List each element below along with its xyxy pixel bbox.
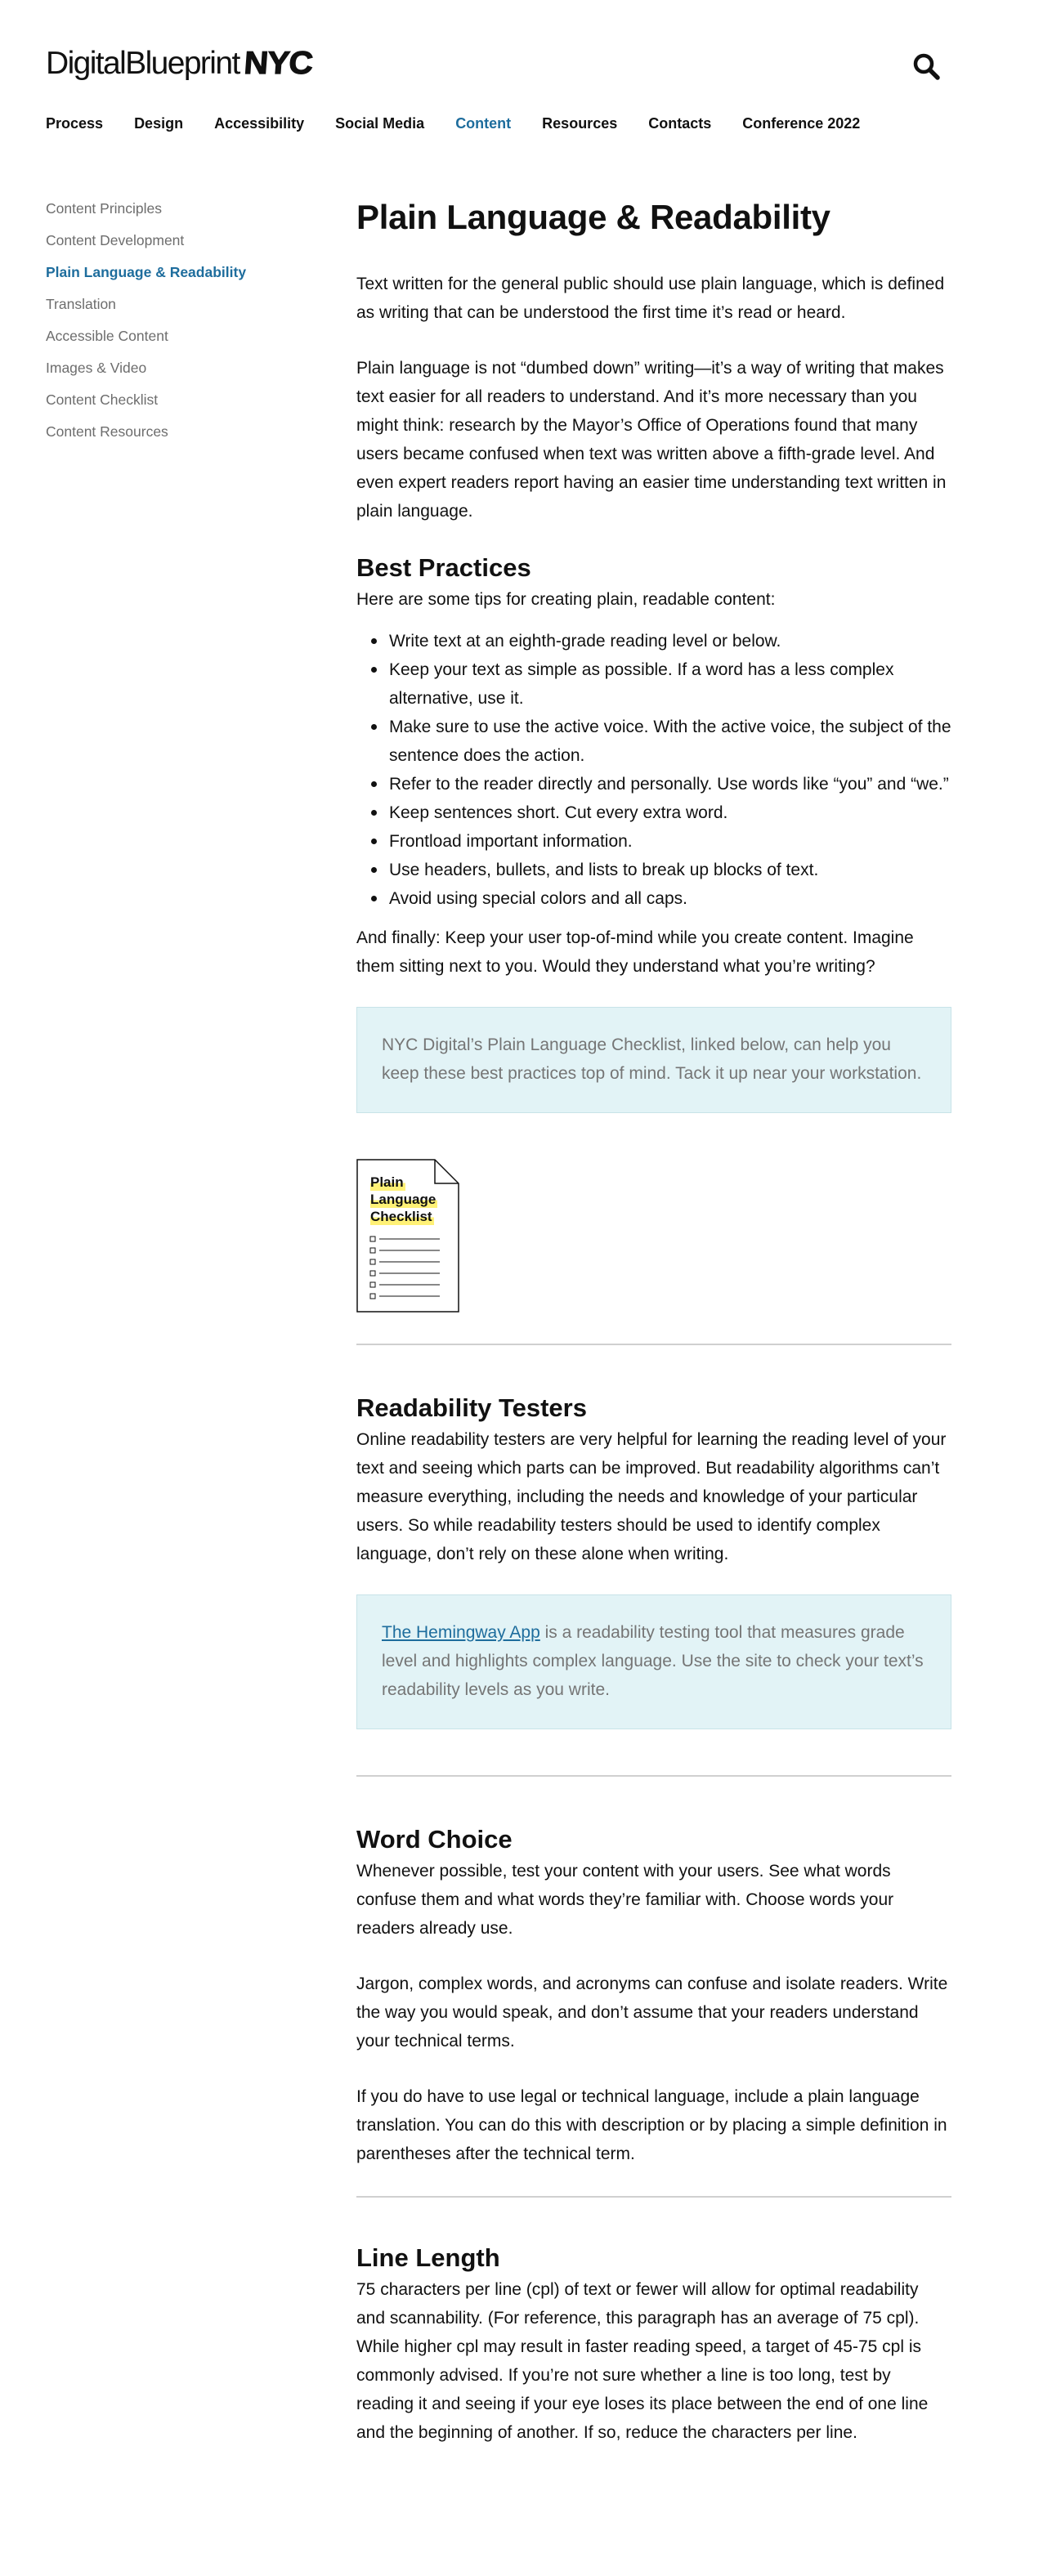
sidebar-item-plain-language[interactable]: Plain Language & Readability <box>46 264 247 280</box>
nav-item-content[interactable]: Content <box>455 115 512 132</box>
readability-testers-body: Online readability testers are very helpful for learning the reading level of your text and seeing which parts can be improved. But readability algorithms can’t measure everything, including the needs and knowledge of your particular users. So while readability testers should be used to identify complex language, don’t rely on these alone when writing. <box>356 1430 947 1563</box>
site-logo[interactable] <box>46 46 314 82</box>
word-choice-paragraph-3: If you do have to use legal or technical language, include a plain language translation. You can do this with description or by placing a simple definition in parentheses after the technical term. <box>356 2087 947 2163</box>
main-nav <box>46 114 891 133</box>
word-choice-heading: Word Choice <box>356 1825 513 1854</box>
nav-item-social-media[interactable]: Social Media <box>335 115 425 132</box>
logo-nyc: NYC <box>242 46 314 81</box>
hemingway-app-link[interactable]: The Hemingway App <box>382 1623 540 1642</box>
sidebar-nav <box>46 199 324 454</box>
logo-wordmark: DigitalBlueprint <box>46 46 240 81</box>
intro-paragraph-2: Plain language is not “dumbed down” writing—it’s a way of writing that makes text easier for all readers to understand. And it’s more necessary than you might think: research by the Mayor’s Office of Operations found that many users became confused when text was written above a fifth-grade level. And even expert readers report having an easier time understanding text written in plain language. <box>356 359 947 521</box>
checklist-callout-text: NYC Digital’s Plain Language Checklist, linked below, can help you keep these best practices top of mind. Tack it up near your workstation. <box>382 1035 922 1083</box>
section-divider <box>356 1775 951 1777</box>
search-icon <box>912 52 942 82</box>
nav-item-conference-2022[interactable]: Conference 2022 <box>742 115 861 132</box>
best-practices-lead: Here are some tips for creating plain, readable content: <box>356 590 776 609</box>
nav-item-resources[interactable]: Resources <box>542 115 618 132</box>
sidebar-item-images-video[interactable]: Images & Video <box>46 360 147 376</box>
sidebar-item-accessible-content[interactable]: Accessible Content <box>46 328 168 344</box>
site-header <box>0 0 1061 163</box>
sidebar-item-content-checklist[interactable]: Content Checklist <box>46 391 159 408</box>
list-item: Keep your text as simple as possible. If a word has a less complex alternative, use it. <box>356 655 951 713</box>
search-button[interactable] <box>912 52 942 82</box>
list-item: Make sure to use the active voice. With the active voice, the subject of the sentence does the action. <box>356 713 951 770</box>
plain-language-checklist-download[interactable] <box>356 1159 459 1313</box>
readability-testers-heading: Readability Testers <box>356 1393 587 1422</box>
sidebar-item-content-principles[interactable]: Content Principles <box>46 200 163 217</box>
hemingway-callout-text <box>382 1618 926 1704</box>
list-item: Use headers, bullets, and lists to break up blocks of text. <box>356 856 951 884</box>
checklist-title-line: Language <box>370 1192 436 1207</box>
section-divider <box>356 2196 951 2198</box>
line-length-paragraph: 75 characters per line (cpl) of text or fewer will allow for optimal readability and scannability. (For reference, this paragraph has an average of 75 cpl). While higher cpl may result in faster reading speed, a target of 45-75 cpl is commonly advised. If you’re not sure whether a line is too long, test by reading it and seeing if your eye loses its place between the end of one line and the beginning of another. If so, reduce the characters per line. <box>356 2280 929 2442</box>
list-item: Avoid using special colors and all caps. <box>356 884 951 913</box>
intro-paragraph-1: Text written for the general public should use plain language, which is defined as writing that can be understood the first time it’s read or heard. <box>356 275 945 322</box>
list-item: Write text at an eighth-grade reading level or below. <box>356 627 951 655</box>
checklist-title-line: Checklist <box>370 1209 432 1224</box>
nav-item-process[interactable]: Process <box>46 115 104 132</box>
checklist-title-line: Plain <box>370 1174 404 1190</box>
sidebar-item-content-resources[interactable]: Content Resources <box>46 423 168 440</box>
hemingway-callout-rest: is a readability testing tool that measures grade level and highlights complex language. Use the site to check your text’s readability levels as you write. <box>382 1623 924 1699</box>
checklist-thumbnail-title <box>370 1174 437 1225</box>
page-title: Plain Language & Readability <box>356 198 830 236</box>
sidebar-item-translation[interactable]: Translation <box>46 296 116 312</box>
checklist-callout <box>356 1007 951 1113</box>
word-choice-paragraph-1: Whenever possible, test your content with your users. See what words confuse them and what words they’re familiar with. Choose words your readers already use. <box>356 1862 894 1938</box>
main-content <box>356 196 951 2447</box>
finally-paragraph: And finally: Keep your user top-of-mind while you create content. Imagine them sitting next to you. Would they understand what you’re writing? <box>356 928 914 976</box>
nav-item-contacts[interactable]: Contacts <box>648 115 712 132</box>
list-item: Frontload important information. <box>356 827 951 856</box>
best-practices-heading: Best Practices <box>356 553 531 582</box>
hemingway-callout <box>356 1594 951 1729</box>
section-divider <box>356 1344 951 1345</box>
line-length-heading: Line Length <box>356 2243 500 2272</box>
word-choice-paragraph-2: Jargon, complex words, and acronyms can confuse and isolate readers. Write the way you would speak, and don’t assume that your readers understand your technical terms. <box>356 1974 948 2051</box>
nav-item-design[interactable]: Design <box>134 115 184 132</box>
best-practices-list <box>356 627 951 913</box>
nav-item-accessibility[interactable]: Accessibility <box>214 115 305 132</box>
list-item: Keep sentences short. Cut every extra word. <box>356 798 951 827</box>
sidebar-item-content-development[interactable]: Content Development <box>46 232 185 248</box>
list-item: Refer to the reader directly and personally. Use words like “you” and “we.” <box>356 770 951 798</box>
